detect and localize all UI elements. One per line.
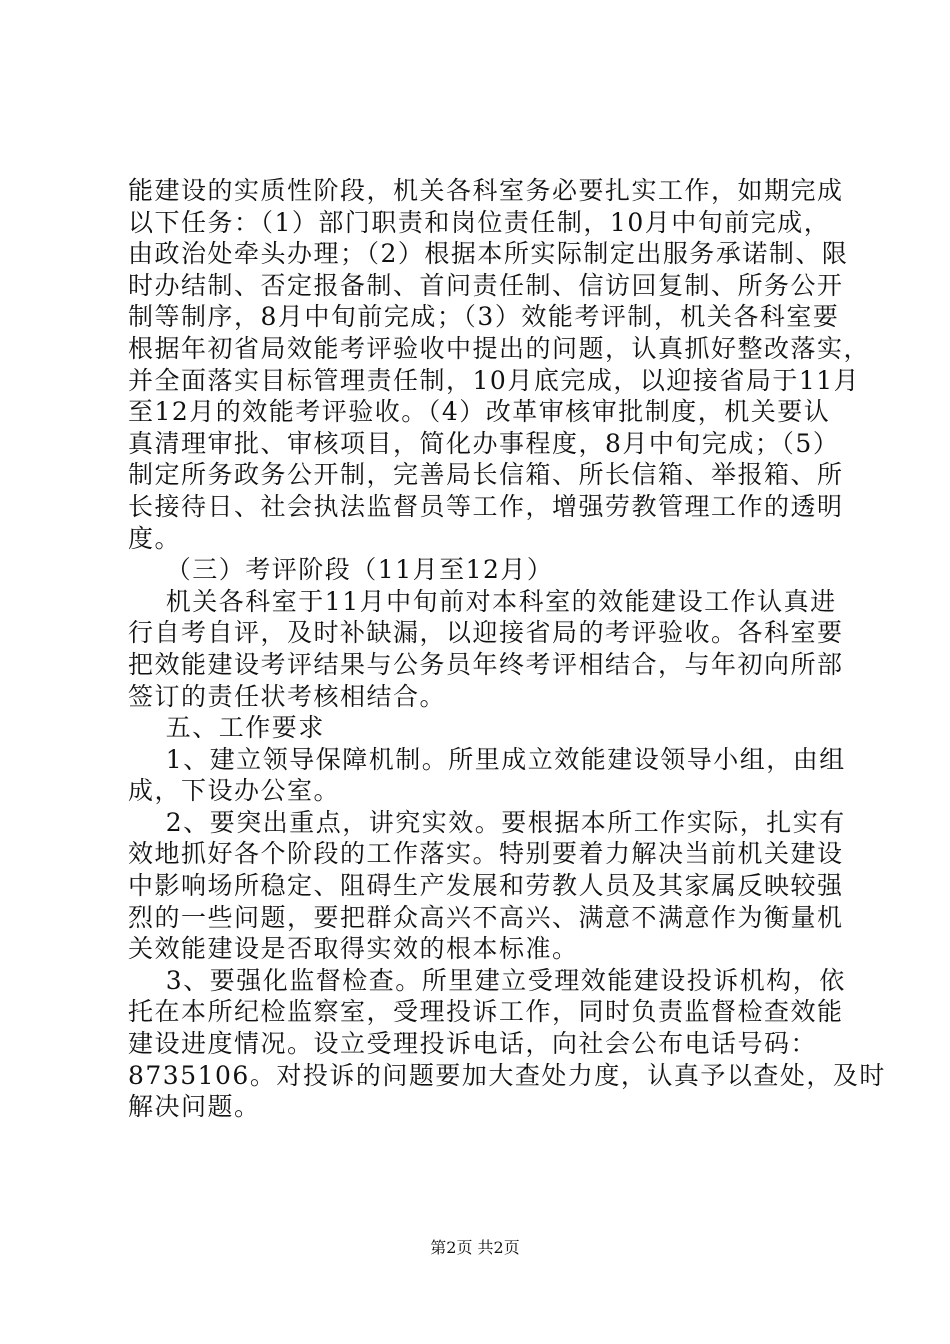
document-body (128, 175, 886, 1123)
body-line: 1、建立领导保障机制。所里成立效能建设领导小组，由组 (128, 744, 846, 774)
body-line: 关效能建设是否取得实效的根本标准。 (128, 934, 579, 964)
body-line: 以下任务：（1）部门职责和岗位责任制，10月中旬前完成， (128, 207, 831, 237)
body-line: 机关各科室于11月中旬前对本科室的效能建设工作认真进 (128, 586, 837, 616)
section-heading: （三）考评阶段（11月至12月） (128, 555, 554, 585)
body-line: 真清理审批、审核项目，简化办事程度，8月中旬完成；（5） (128, 428, 840, 458)
body-line: 制定所务政务公开制，完善局长信箱、所长信箱、举报箱、所 (128, 460, 844, 490)
body-line: 度。 (128, 523, 182, 553)
body-line: 制等制序，8月中旬前完成；（3）效能考评制，机关各科室要 (128, 302, 840, 332)
page-number: 第2页 共2页 (430, 1238, 520, 1257)
body-line: 中影响场所稳定、阻碍生产发展和劳教人员及其家属反映较强 (128, 871, 844, 901)
body-line: 长接待日、社会执法监督员等工作，增强劳教管理工作的透明 (128, 491, 844, 521)
body-line: 签订的责任状考核相结合。 (128, 681, 447, 711)
body-line: 烈的一些问题，要把群众高兴不高兴、满意不满意作为衡量机 (128, 902, 844, 932)
body-line: 效地抓好各个阶段的工作落实。特别要着力解决当前机关建设 (128, 839, 844, 869)
section-heading: 五、工作要求 (128, 713, 325, 743)
body-line: 并全面落实目标管理责任制，10月底完成，以迎接省局于11月 (128, 365, 861, 395)
body-line: 时办结制、否定报备制、首问责任制、信访回复制、所务公开 (128, 270, 844, 300)
body-line: 建设进度情况。设立受理投诉电话，向社会公布电话号码： (128, 1029, 818, 1059)
body-line: 至12月的效能考评验收。（4）改革审核审批制度，机关要认 (128, 397, 831, 427)
body-line: 托在本所纪检监察室，受理投诉工作，同时负责监督检查效能 (128, 997, 844, 1027)
body-line: 3、要强化监督检查。所里建立受理效能建设投诉机构，依 (128, 965, 846, 995)
body-line: 能建设的实质性阶段，机关各科室务必要扎实工作，如期完成 (128, 176, 844, 205)
body-line: 成，下设办公室。 (128, 776, 341, 806)
body-line: 2、要突出重点，讲究实效。要根据本所工作实际，扎实有 (128, 807, 846, 837)
body-line: 行自考自评，及时补缺漏，以迎接省局的考评验收。各科室要 (128, 618, 844, 648)
body-line: 根据年初省局效能考评验收中提出的问题，认真抓好整改落实， (128, 333, 871, 363)
body-line: 由政治处牵头办理；（2）根据本所实际制定出服务承诺制、限 (128, 239, 849, 269)
body-line: 8735106。对投诉的问题要加大查处力度，认真予以查处，及时 (128, 1060, 886, 1090)
body-line: 把效能建设考评结果与公务员年终考评相结合，与年初向所部 (128, 649, 844, 679)
body-line: 解决问题。 (128, 1092, 261, 1122)
